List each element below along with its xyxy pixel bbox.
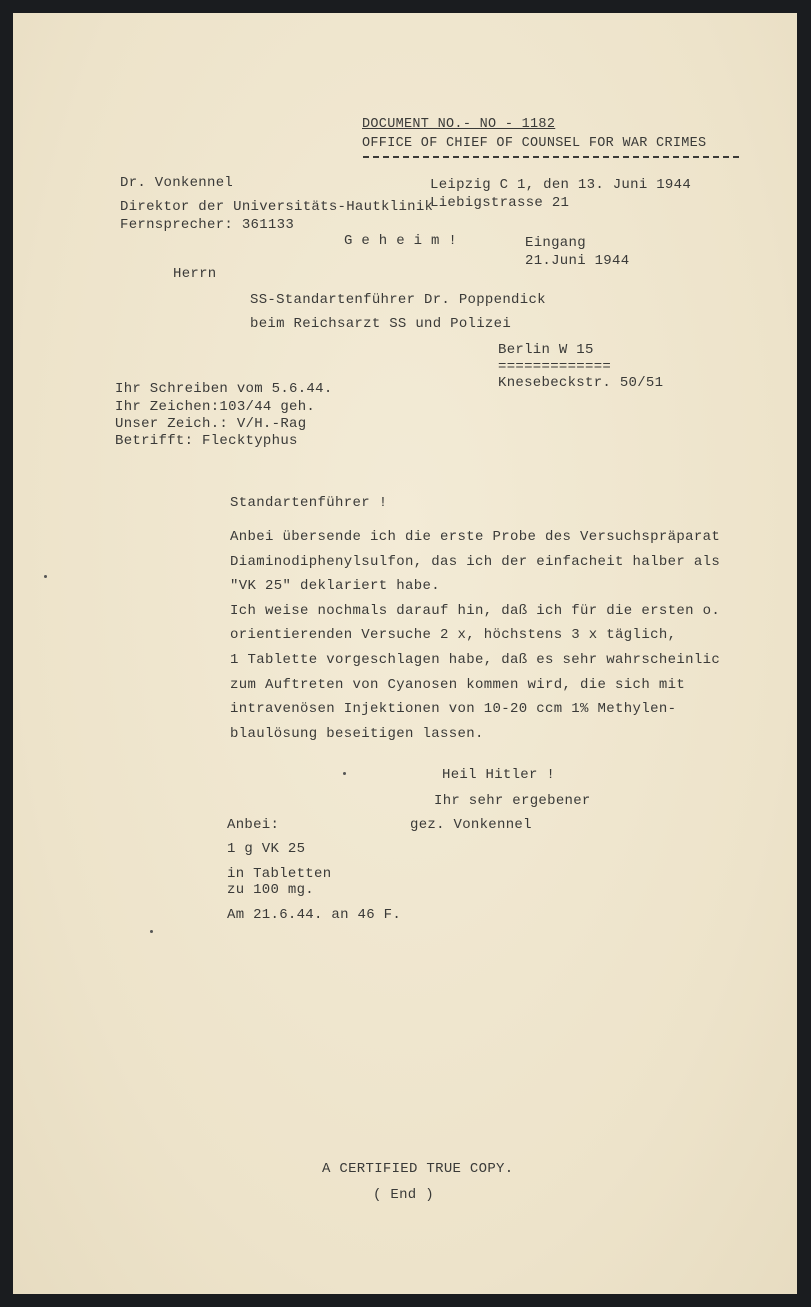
closing-phrase: Ihr sehr ergebener <box>434 793 591 809</box>
body-line: blaulösung beseitigen lassen. <box>230 726 484 742</box>
body-line: Diaminodiphenylsulfon, das ich der einfacheit halber als <box>230 554 721 570</box>
reference-letter: Ihr Schreiben vom 5.6.44. <box>115 381 333 397</box>
header-rule <box>363 156 739 158</box>
paper-speck <box>44 575 47 578</box>
subject-line: Betrifft: Flecktyphus <box>115 433 298 449</box>
place-date: Leipzig C 1, den 13. Juni 1944 <box>430 177 692 193</box>
paper-speck <box>343 772 346 775</box>
document-number: DOCUMENT NO.- NO - 1182 <box>362 117 556 132</box>
sender-street: Liebigstrasse 21 <box>430 195 570 211</box>
letter-greeting: Standartenführer ! <box>230 495 388 511</box>
enclosure-label: Anbei: <box>227 817 280 833</box>
enclosure-line: in Tabletten <box>227 866 332 882</box>
closing-greeting: Heil Hitler ! <box>442 767 556 783</box>
enclosure-line: 1 g VK 25 <box>227 841 306 857</box>
enclosure-note: Am 21.6.44. an 46 F. <box>227 907 402 923</box>
recipient-office: beim Reichsarzt SS und Polizei <box>250 316 512 332</box>
classification-mark: G e h e i m ! <box>344 233 458 249</box>
body-line: intravenösen Injektionen von 10-20 ccm 1% Methylen- <box>230 701 677 717</box>
end-mark: ( End ) <box>373 1187 434 1203</box>
sender-phone: Fernsprecher: 361133 <box>120 217 295 233</box>
enclosure-line: zu 100 mg. <box>227 882 315 898</box>
body-line: 1 Tablette vorgeschlagen habe, daß es sehr wahrscheinlic <box>230 652 721 668</box>
recipient-city-underline: ============= <box>498 359 612 375</box>
body-line: zum Auftreten von Cyanosen kommen wird, die sich mit <box>230 677 686 693</box>
recipient-name: SS-Standartenführer Dr. Poppendick <box>250 292 546 308</box>
recipient-street: Knesebeckstr. 50/51 <box>498 375 664 391</box>
recipient-salutation: Herrn <box>173 266 217 282</box>
certified-copy: A CERTIFIED TRUE COPY. <box>322 1161 514 1177</box>
body-line: Ich weise nochmals darauf hin, daß ich für die ersten o. <box>230 603 721 619</box>
body-line: orientierenden Versuche 2 x, höchstens 3 x täglich, <box>230 627 677 643</box>
body-line: "VK 25" deklariert habe. <box>230 578 441 594</box>
body-line: Anbei übersende ich die erste Probe des Versuchspräparat <box>230 529 721 545</box>
signature: gez. Vonkennel <box>410 817 532 833</box>
paper-speck <box>150 930 153 933</box>
document-page <box>13 13 797 1294</box>
received-label: Eingang <box>525 235 586 251</box>
sender-name: Dr. Vonkennel <box>120 175 234 191</box>
office-heading: OFFICE OF CHIEF OF COUNSEL FOR WAR CRIMES <box>362 136 707 151</box>
reference-our: Unser Zeich.: V/H.-Rag <box>115 416 307 432</box>
reference-your: Ihr Zeichen:103/44 geh. <box>115 399 316 415</box>
received-date: 21.Juni 1944 <box>525 253 630 269</box>
sender-title: Direktor der Universitäts-Hautklinik <box>120 199 434 215</box>
recipient-city: Berlin W 15 <box>498 342 594 358</box>
